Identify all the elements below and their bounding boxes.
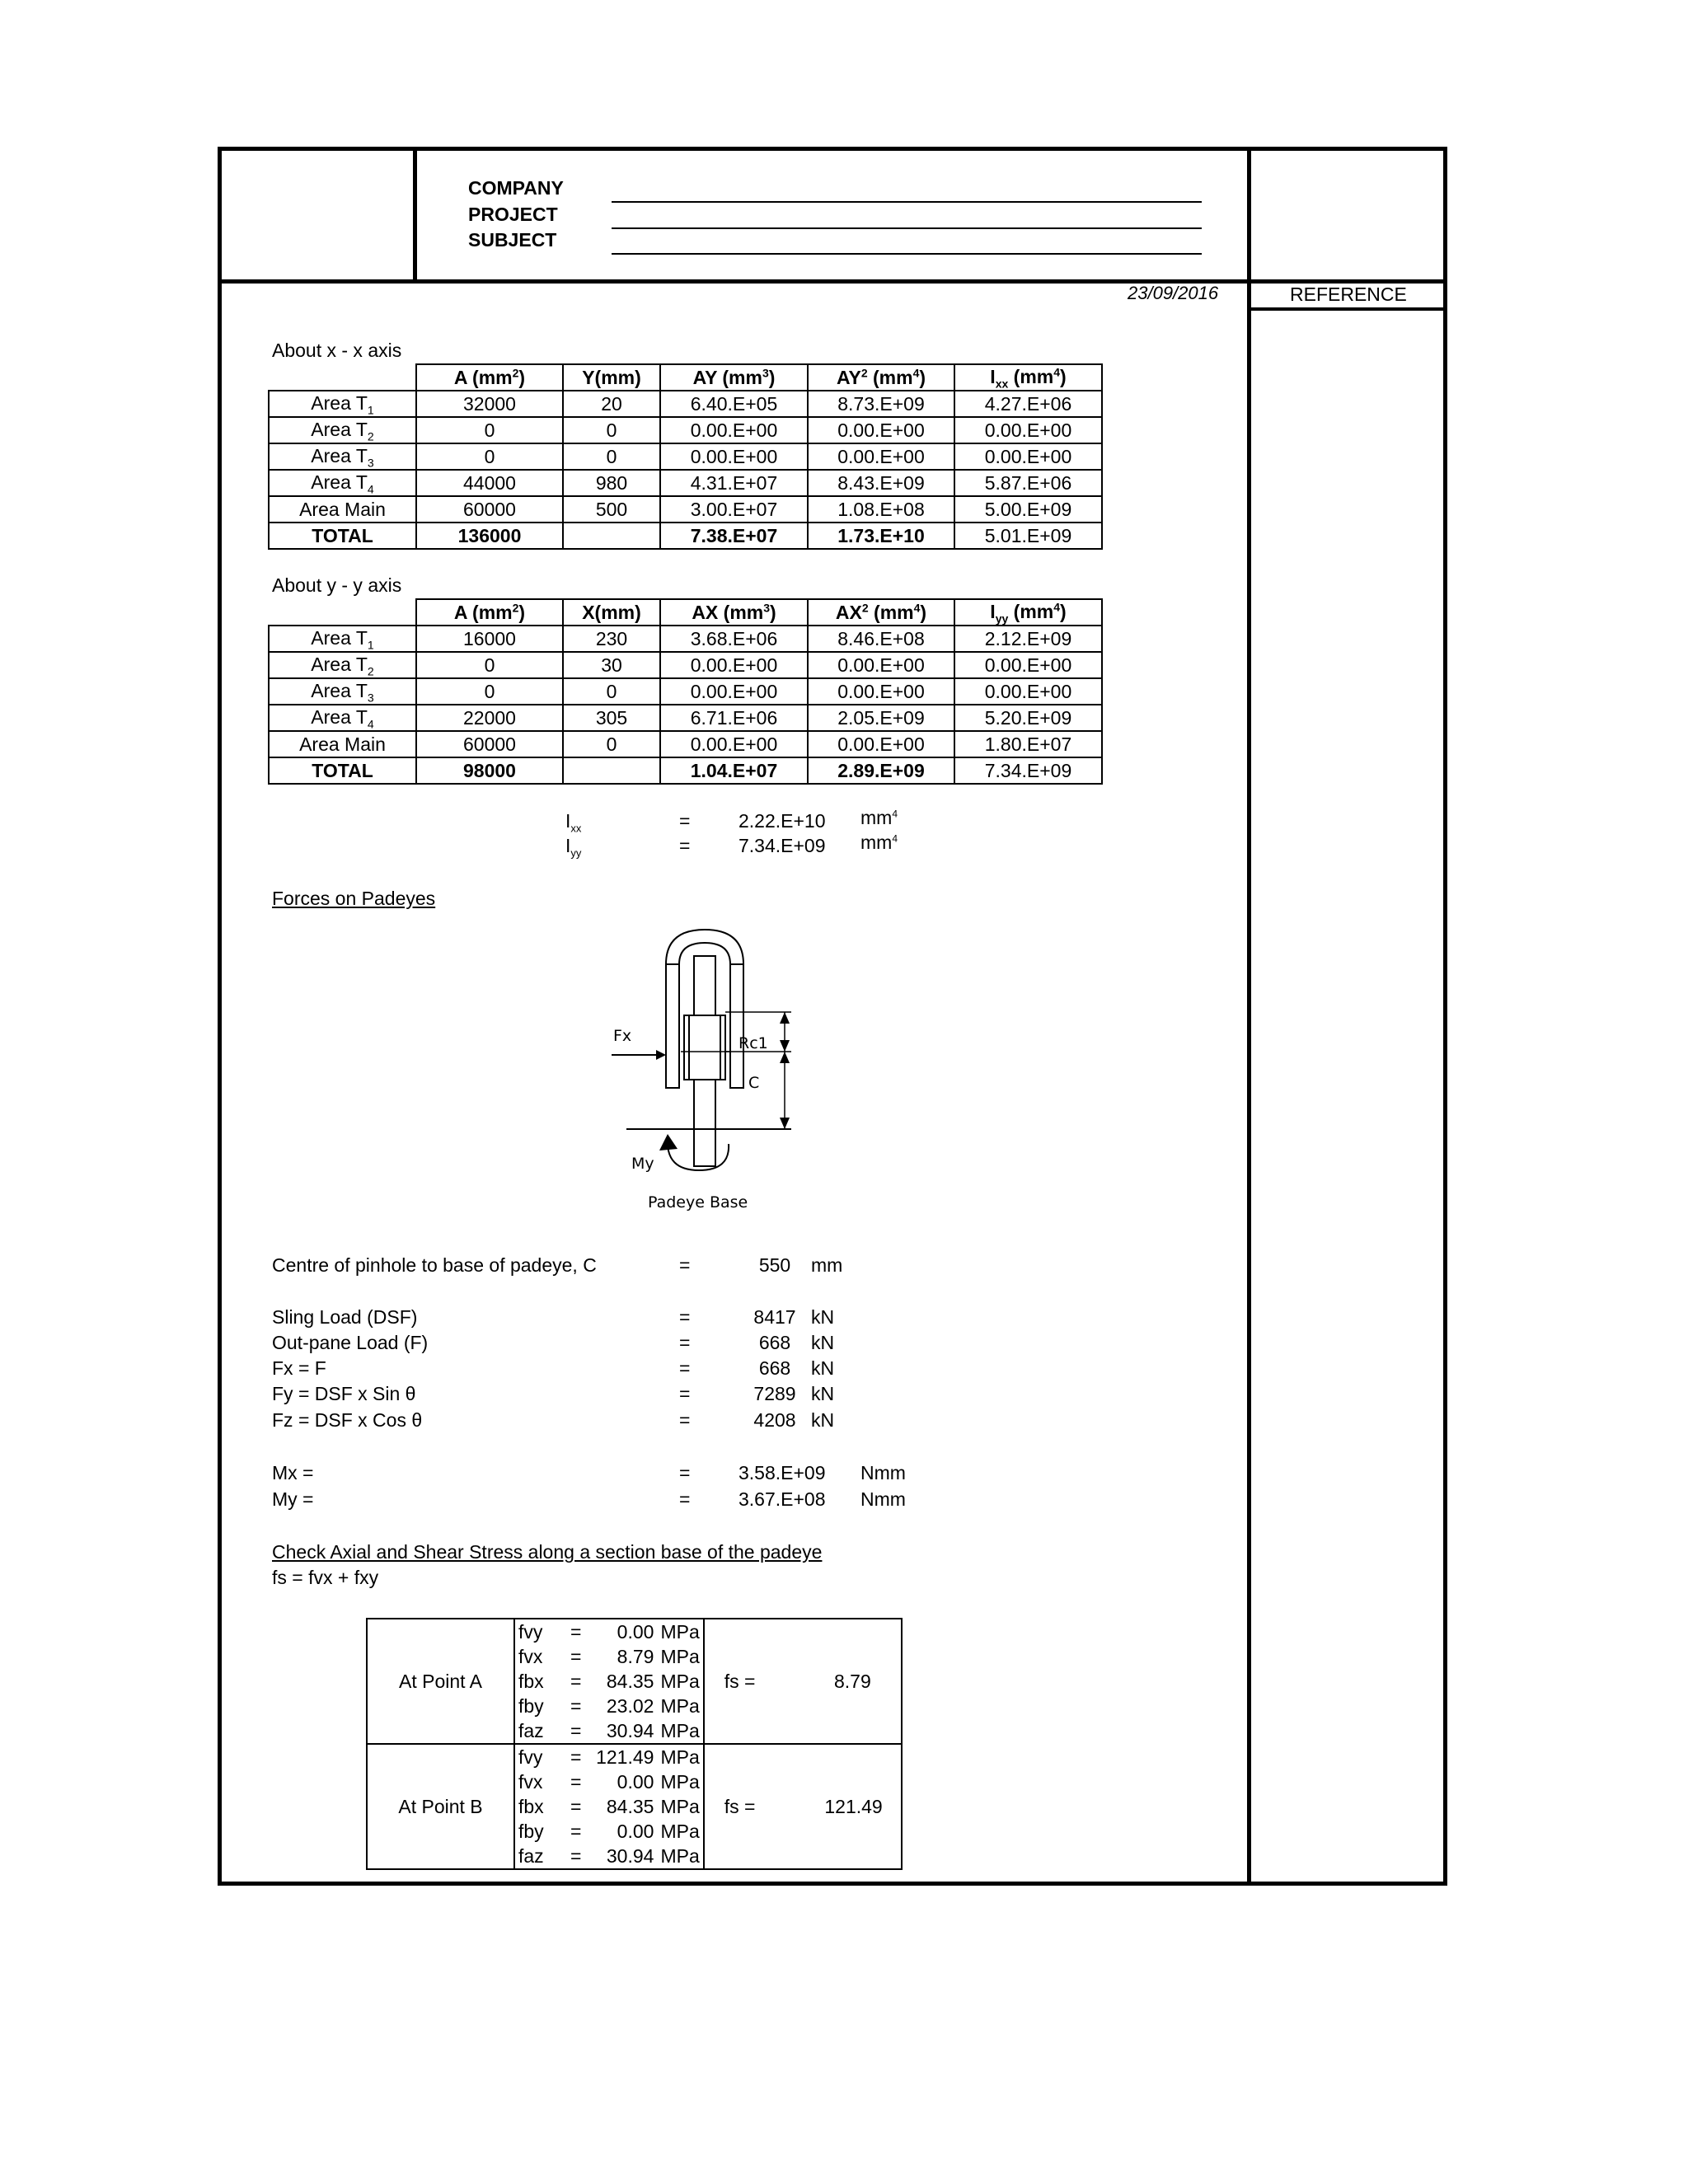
load-row: Fy = DSF x Sin θ = 7289 kN: [272, 1383, 835, 1404]
table-row: fby = 23.02 MPa: [367, 1694, 902, 1718]
table-row: At Point A fvy = 0.00 MPa fs = 8.79: [367, 1619, 902, 1644]
reference-column-divider: [1247, 147, 1251, 1886]
stress-check-table: [366, 1618, 903, 1870]
load-row: Sling Load (DSF) = 8417 kN: [272, 1306, 835, 1328]
table-row: Area $T_4$ 44000 980 4.31.E+07 8.43.E+09 5.87.E+06: [269, 470, 1102, 496]
rc1-label: Rc1: [738, 1034, 768, 1052]
diagram-caption: Padeye Base: [648, 1193, 748, 1212]
project-field-line: [612, 227, 1202, 229]
header-bottom-rule: [218, 279, 1447, 284]
stress-section-title: Check Axial and Shear Stress along a section base of the padeye: [272, 1541, 823, 1563]
col-header-y: Y(mm): [563, 364, 660, 391]
shackle-left-leg: [666, 964, 679, 1088]
sheet-date: 23/09/2016: [1128, 283, 1219, 303]
col-header-area: A $(mm^2)$: [416, 364, 563, 391]
reference-cell-rule: [1247, 307, 1447, 311]
table-total-row: TOTAL 98000 1.04.E+07 2.89.E+09 7.34.E+09: [269, 757, 1102, 784]
point-a-label: At Point A: [367, 1619, 514, 1744]
xx-table-title: About x - x axis: [272, 340, 402, 361]
table-row: Area $T_1$ 32000 20 6.40.E+05 8.73.E+09 4.27.E+06: [269, 391, 1102, 417]
table-row: At Point B fvy = 121.49 MPa fs = 121.49: [367, 1744, 902, 1769]
col-header-area: A $(mm^2)$: [416, 599, 563, 626]
col-header-ax: AX $(mm^3)$: [660, 599, 808, 626]
table-header-row: [269, 599, 1102, 626]
col-header-x: X(mm): [563, 599, 660, 626]
forces-section-title: Forces on Padeyes: [272, 888, 436, 909]
load-row: Out-pane Load (F) = 668 kN: [272, 1332, 835, 1353]
xx-section-properties-table: [268, 363, 1103, 550]
my-label: My: [631, 1155, 654, 1173]
ixx-summary: $I_{xx}$ = 2.22.E+10 $mm^4$: [565, 807, 898, 835]
point-b-fs: fs = 121.49: [704, 1744, 902, 1869]
project-label: PROJECT: [468, 204, 558, 225]
col-header-ay: AY $(mm^3)$: [660, 364, 808, 391]
table-row: fbx = 84.35 MPa: [367, 1794, 902, 1819]
table-header-row: [269, 364, 1102, 391]
company-field-line: [612, 201, 1202, 203]
col-header-ay2: $AY^2$ $(mm^4)$: [808, 364, 954, 391]
stress-formula: fs = fvx + fxy: [272, 1567, 379, 1588]
logo-box-divider: [413, 147, 417, 284]
shackle-right-leg: [730, 964, 743, 1088]
col-header-iyy: $I_{yy}$ $(mm^4)$: [954, 599, 1102, 626]
point-b-label: At Point B: [367, 1744, 514, 1869]
padeye-diagram: [602, 923, 816, 1220]
table-row: Area Main 60000 500 3.00.E+07 1.08.E+08 5.00.E+09: [269, 496, 1102, 523]
cheek-plate: [684, 1015, 725, 1080]
subject-field-line: [612, 253, 1202, 255]
table-row: Area $T_2$ 0 30 0.00.E+00 0.00.E+00 0.00.E+00: [269, 652, 1102, 678]
table-row: faz = 30.94 MPa: [367, 1844, 902, 1869]
company-label: COMPANY: [468, 177, 564, 199]
load-row: Fz = DSF x Cos θ = 4208 kN: [272, 1409, 835, 1431]
table-row: fvx = 0.00 MPa: [367, 1769, 902, 1794]
subject-label: SUBJECT: [468, 229, 557, 251]
col-header-ixx: $I_{xx}$ $(mm^4)$: [954, 364, 1102, 391]
fx-label: Fx: [613, 1027, 632, 1045]
c-dimension-label: C: [748, 1074, 760, 1092]
param-row: Centre of pinhole to base of padeye, C = 550 mm: [272, 1254, 843, 1276]
col-header-ax2: $AX^2$ $(mm^4)$: [808, 599, 954, 626]
reference-heading: REFERENCE: [1290, 284, 1407, 305]
moment-row: My = = 3.67.E+08 Nmm: [272, 1488, 906, 1510]
table-row: Area $T_3$ 0 0 0.00.E+00 0.00.E+00 0.00.E+00: [269, 443, 1102, 470]
iyy-summary: $I_{yy}$ = 7.34.E+09 $mm^4$: [565, 832, 898, 860]
point-a-fs: fs = 8.79: [704, 1619, 902, 1744]
table-row: fby = 0.00 MPa: [367, 1819, 902, 1844]
yy-table-title: About y - y axis: [272, 574, 402, 596]
table-row: fbx = 84.35 MPa: [367, 1669, 902, 1694]
table-row: faz = 30.94 MPa: [367, 1718, 902, 1744]
table-total-row: TOTAL 136000 7.38.E+07 1.73.E+10 5.01.E+09: [269, 523, 1102, 549]
table-row: Area Main 60000 0 0.00.E+00 0.00.E+00 1.80.E+07: [269, 731, 1102, 757]
yy-section-properties-table: [268, 598, 1103, 785]
table-row: Area $T_1$ 16000 230 3.68.E+06 8.46.E+08 2.12.E+09: [269, 626, 1102, 652]
moment-row: Mx = = 3.58.E+09 Nmm: [272, 1462, 906, 1483]
table-row: Area $T_3$ 0 0 0.00.E+00 0.00.E+00 0.00.E+00: [269, 678, 1102, 705]
table-row: Area $T_2$ 0 0 0.00.E+00 0.00.E+00 0.00.E+00: [269, 417, 1102, 443]
table-row: Area $T_4$ 22000 305 6.71.E+06 2.05.E+09 5.20.E+09: [269, 705, 1102, 731]
load-row: Fx = F = 668 kN: [272, 1357, 835, 1379]
table-row: fvx = 8.79 MPa: [367, 1644, 902, 1669]
